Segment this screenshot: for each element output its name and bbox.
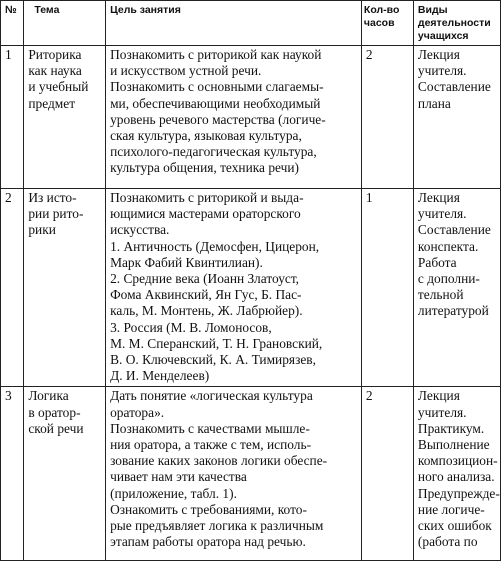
topic-cell: [24, 387, 106, 561]
activity-cell: [413, 189, 500, 387]
goal-line: Познакомить с риторикой и выда-: [110, 190, 304, 205]
header-num: №: [1, 1, 24, 46]
row-number: 1: [1, 46, 24, 189]
activity-line: конспекта.: [417, 238, 479, 254]
activity-line: Лекция: [417, 190, 460, 205]
row-number: 2: [1, 189, 24, 387]
goal-line: 1. Античность (Демосфен, Цицерон,: [110, 238, 320, 254]
activity-line: литературой: [417, 303, 489, 319]
activity-line: учителя.: [417, 206, 467, 222]
header-hours: [361, 1, 413, 46]
goal-line: Познакомить с основными слагаемы-: [110, 79, 324, 95]
goal-line: ми, обеспечивающими необходимый: [110, 95, 321, 111]
topic-line: предмет: [28, 95, 76, 111]
header-activity: [413, 1, 500, 46]
goal-line: В. О. Ключевский, К. А. Тимирязев,: [110, 352, 316, 368]
hours-cell: 2: [361, 387, 413, 561]
topic-line: ской речи: [28, 420, 84, 436]
row-number: 3: [1, 387, 24, 561]
header-hours-line: Кол-во: [363, 4, 400, 16]
goal-line: М. М. Сперанский, Т. Н. Грановский,: [110, 335, 323, 351]
activity-line: Составление: [417, 79, 491, 95]
goal-line: и искусством устной речи.: [110, 63, 262, 79]
goal-line: 3. Россия (М. В. Ломоносов,: [110, 319, 272, 335]
header-goal: Цель занятия: [106, 1, 362, 46]
activity-line: Предупрежде-: [417, 485, 500, 501]
goal-line: ская культура, языковая культура,: [110, 128, 302, 144]
activity-line: Лекция: [417, 388, 460, 404]
activity-line: (работа по: [417, 534, 478, 550]
goal-line: каль, М. Монтень, Ж. Лабрюйер).: [110, 303, 303, 319]
activity-cell: [413, 46, 500, 189]
topic-line: Из исто-: [28, 190, 77, 205]
goal-line: психолого-педагогическая культура,: [110, 144, 317, 160]
goal-line: оратора».: [110, 404, 165, 420]
activity-line: Работа: [417, 254, 457, 270]
goal-cell: [106, 387, 362, 561]
goal-line: уровень речевого мастерства (логиче-: [110, 111, 326, 127]
topic-line: как наука: [28, 63, 82, 79]
hours-cell: 1: [361, 189, 413, 387]
goal-line: искусства.: [110, 222, 170, 238]
activity-line: с дополни-: [417, 271, 480, 287]
activity-line: плана: [417, 95, 451, 111]
activity-line: ного анализа.: [417, 469, 495, 485]
table-header-row: [1, 1, 501, 46]
topic-cell: [24, 189, 106, 387]
goal-cell: [106, 46, 362, 189]
activity-cell: [413, 387, 500, 561]
activity-line: композицион-: [417, 453, 498, 469]
goal-line: 2. Средние века (Иоанн Златоуст,: [110, 271, 300, 287]
header-hours-line: часов: [363, 17, 395, 29]
activity-line: учителя.: [417, 404, 467, 420]
activity-line: ние логиче-: [417, 501, 485, 517]
header-activity-line: Виды: [417, 4, 448, 16]
goal-line: Познакомить с качествами мышле-: [110, 420, 310, 436]
topic-line: Риторика: [28, 47, 82, 62]
goal-line: чивает нам эти качества: [110, 469, 247, 485]
activity-line: учителя.: [417, 63, 467, 79]
goal-line: культура общения, техника речи): [110, 160, 299, 176]
header-topic: Тема: [24, 1, 106, 46]
table-row: [1, 46, 501, 189]
activity-line: Практикум.: [417, 420, 485, 436]
activity-line: тельной: [417, 287, 464, 303]
goal-line: Ознакомить с требованиями, кото-: [110, 501, 307, 517]
goal-line: Дать понятие «логическая культура: [110, 388, 313, 404]
table-row: [1, 189, 501, 387]
topic-line: в оратор-: [28, 404, 81, 420]
topic-line: Логика: [28, 388, 69, 404]
goal-line: рые предъявляет логика к различным: [110, 518, 324, 534]
topic-line: рики: [28, 222, 56, 238]
activity-line: Выполнение: [417, 437, 490, 453]
hours-cell: 2: [361, 46, 413, 189]
topic-line: и учебный: [28, 79, 89, 95]
header-activity-line: деятельности: [417, 17, 491, 29]
goal-line: (приложение, табл. 1).: [110, 485, 237, 501]
goal-line: ющимися мастерами ораторского: [110, 206, 301, 222]
activity-line: Составление: [417, 222, 491, 238]
goal-line: Познакомить с риторикой как наукой: [110, 47, 322, 62]
topic-line: рии рито-: [28, 206, 84, 222]
goal-cell: [106, 189, 362, 387]
topic-cell: [24, 46, 106, 189]
goal-line: Д. И. Менделеев): [110, 368, 210, 384]
goal-line: этапам работы оратора над речью.: [110, 534, 306, 550]
header-activity-line: учащихся: [417, 30, 469, 42]
goal-line: Фома Аквинский, Ян Гус, Б. Пас-: [110, 287, 302, 303]
goal-line: Марк Фабий Квинтилиан).: [110, 254, 263, 270]
activity-line: ских ошибок: [417, 518, 492, 534]
table-row: [1, 387, 501, 561]
goal-line: зование каких законов логики обеспе-: [110, 453, 328, 469]
activity-line: Лекция: [417, 47, 460, 62]
goal-line: ния оратора, а также с тем, исполь-: [110, 437, 312, 453]
